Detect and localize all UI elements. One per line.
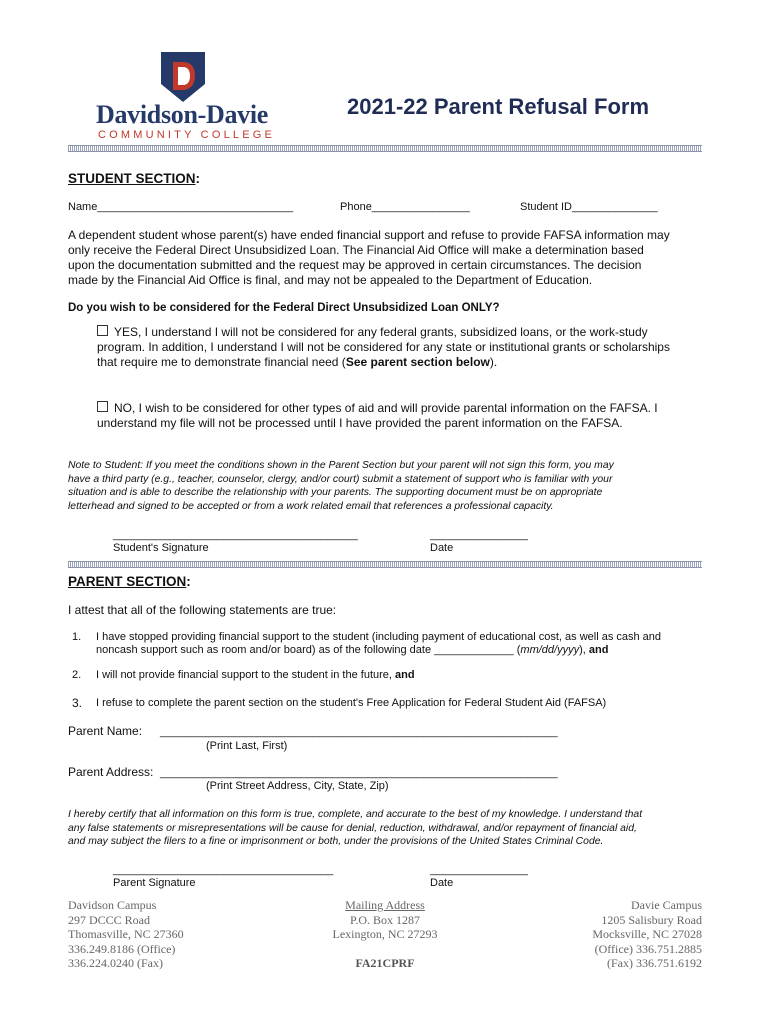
parent-address-input[interactable]: _________________________________________________________________ — [160, 767, 558, 779]
yes-checkbox[interactable] — [97, 325, 108, 336]
footer-mailing-address: Mailing Address P.O. Box 1287 Lexington, NC 27293 FA21CPRF — [315, 898, 455, 970]
form-title: 2021-22 Parent Refusal Form — [347, 94, 650, 119]
item-1-number: 1. — [72, 631, 82, 643]
parent-date-label: Date — [430, 877, 454, 889]
item-3-number: 3. — [72, 696, 83, 710]
yes-option[interactable]: YES, I understand I will not be considered for any federal grants, subsidized loans, or the work-study program. In addition, I understand I will not be considered for any state or institutional grants or scholarships that require me to demonstrate financial need (See parent section below). — [97, 325, 670, 369]
college-name: Davidson-Davie — [96, 100, 269, 129]
college-logo-shield — [161, 52, 205, 102]
footer-davidson-campus: Davidson Campus 297 DCCC Road Thomasville, NC 27360 336.249.8186 (Office) 336.224.0240 (Fax) — [68, 898, 184, 970]
loan-question: Do you wish to be considered for the Federal Direct Unsubsidized Loan ONLY? — [68, 302, 500, 314]
note-to-student: Note to Student: If you meet the conditions shown in the Parent Section but your parent will not sign this form, you may have a third party (e.g., teacher, counselor, clergy, and/or court) submit a statement of support who is familiar with your situation and is able to describe the relationship with your parents. The supporting document must be on appropriate letterhead and signed to be accepted or from a work related email that references a professional capacity. — [68, 460, 614, 512]
student-date-line[interactable]: ________________ — [430, 529, 528, 541]
item-2-number: 2. — [72, 669, 82, 681]
college-subtitle: COMMUNITY COLLEGE — [98, 129, 276, 141]
student-section-heading: STUDENT SECTION: — [68, 171, 201, 186]
no-checkbox[interactable] — [97, 401, 108, 412]
form-code: FA21CPRF — [355, 955, 415, 970]
student-signature-label: Student's Signature — [113, 542, 209, 554]
no-option[interactable]: NO, I wish to be considered for other types of aid and will provide parental information on the FAFSA. I understand my file will not be processed until I have provided the parent information on the FAFSA. — [97, 401, 658, 430]
student-signature-line[interactable]: ________________________________________ — [113, 529, 358, 541]
parent-name-input[interactable]: _________________________________________________________________ — [160, 726, 558, 738]
item-1: I have stopped providing financial support to the student (including payment of educational cost, as well as cash and noncash support such as room and/or board) as of the following date _____________ (mm/dd/yyyy), and — [96, 631, 662, 656]
parent-date-line[interactable]: ________________ — [430, 864, 528, 876]
item-2: I will not provide financial support to the student in the future, and — [96, 669, 415, 681]
student-name-field[interactable]: Name________________________________ — [68, 201, 294, 213]
intro-paragraph: A dependent student whose parent(s) have ended financial support and refuse to provide FAFSA information may only receive the Federal Direct Unsubsidized Loan. The Financial Aid Office will make a determination based upon the documentation submitted and the request may be approved in certain circumstances. The decision made by the Financial Aid Office is final, and may not be appealed to the Department of Education. — [68, 228, 670, 287]
divider — [68, 561, 702, 568]
student-date-label: Date — [430, 542, 454, 554]
divider — [68, 145, 702, 152]
parent-address-label: Parent Address: — [68, 765, 154, 779]
student-phone-field[interactable]: Phone________________ — [340, 201, 470, 213]
parent-signature-line[interactable]: ____________________________________ — [113, 864, 334, 876]
student-id-field[interactable]: Student ID______________ — [520, 201, 658, 213]
parent-section-heading: PARENT SECTION: — [68, 574, 191, 589]
parent-name-hint: (Print Last, First) — [206, 740, 288, 752]
parent-signature-label: Parent Signature — [113, 877, 196, 889]
item-3: I refuse to complete the parent section on the student's Free Application for Federal Student Aid (FAFSA) — [96, 697, 607, 709]
parent-name-label: Parent Name: — [68, 724, 143, 738]
certification-statement: I hereby certify that all information on this form is true, complete, and accurate to the best of my knowledge. I understand that any false statements or misrepresentations will be cause for denial, reduction, withdrawal, and/or repayment of financial aid, and may subject the filers to a fine or imprisonment or both, under the provisions of the United States Criminal Code. — [68, 809, 643, 847]
footer-davie-campus: Davie Campus 1205 Salisbury Road Mocksville, NC 27028 (Office) 336.751.2885 (Fax) 336.751.6192 — [592, 898, 702, 970]
parent-address-hint: (Print Street Address, City, State, Zip) — [206, 780, 389, 792]
attest-statement: I attest that all of the following statements are true: — [68, 603, 337, 617]
